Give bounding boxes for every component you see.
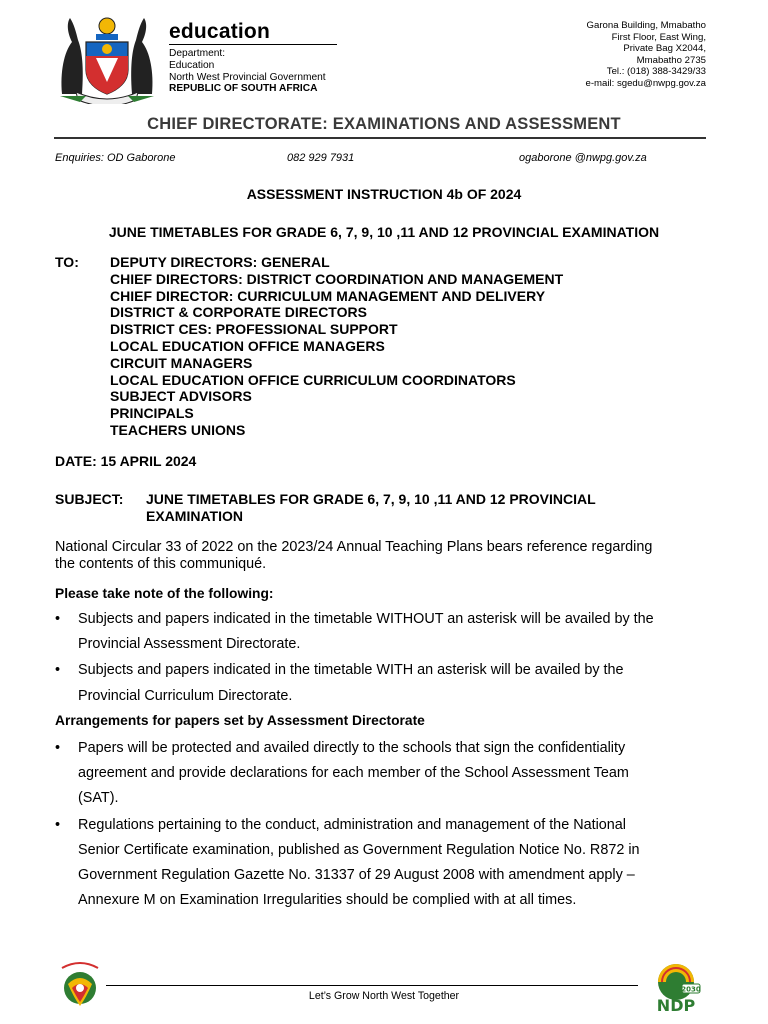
arrangement-bullet-list: [55, 736, 713, 914]
recipient-list: [110, 254, 563, 439]
list-item: [55, 658, 713, 708]
bullet-line: agreement and provide declarations for each member of the School Assessment Team: [78, 765, 629, 782]
address-line: Private Bag X2044,: [623, 43, 706, 55]
bullet-line: Government Regulation Gazette No. 31337 of 29 August 2008 with amendment apply –: [78, 867, 635, 884]
subject-line: EXAMINATION: [146, 508, 243, 524]
bullet-line: Papers will be protected and availed directly to the schools that sign the confidentiality: [78, 740, 626, 756]
bullet-line: Regulations pertaining to the conduct, administration and management of the National: [78, 816, 626, 833]
list-item: [55, 607, 713, 657]
brand-title: education: [169, 20, 270, 43]
department-line: Education: [169, 59, 215, 71]
enquiries-name: Enquiries: OD Gaborone: [55, 152, 176, 164]
note-bullet-list: [55, 607, 713, 710]
department-line: Department:: [169, 48, 226, 59]
intro-line: National Circular 33 of 2022 on the 2023/24 Annual Teaching Plans bears reference regarding: [55, 539, 653, 555]
note-heading: Please take note of the following:: [55, 586, 274, 601]
department-line: North West Provincial Government: [169, 71, 326, 83]
recipient-item: CHIEF DIRECTORS: DISTRICT COORDINATION AND MANAGEMENT: [110, 270, 564, 287]
intro-paragraph: [55, 539, 715, 573]
ndp-text: NDP: [656, 996, 696, 1014]
bullet-line: Senior Certificate examination, published as Government Regulation Notice No. R872 in: [78, 841, 640, 858]
recipient-item: TEACHERS UNIONS: [110, 421, 246, 438]
recipient-item: DISTRICT CES: PROFESSIONAL SUPPORT: [110, 321, 398, 338]
instruction-title: ASSESSMENT INSTRUCTION 4b OF 2024: [246, 186, 522, 202]
recipient-item: PRINCIPALS: [110, 405, 194, 422]
email-line: e-mail: sgedu@nwpg.gov.za: [585, 77, 706, 89]
address-line: Mmabatho 2735: [636, 54, 706, 66]
bullet-line: Provincial Assessment Directorate.: [78, 636, 301, 653]
directorate-title: CHIEF DIRECTORATE: EXAMINATIONS AND ASSESSMENT: [147, 115, 621, 133]
ndp-year: 2030: [681, 985, 701, 994]
coat-of-arms-icon: [56, 12, 158, 104]
recipient-item: CHIEF DIRECTOR: CURRICULUM MANAGEMENT AND DELIVERY: [110, 287, 546, 304]
ntwe-logo-icon: [56, 958, 104, 1012]
recipient-item: DISTRICT & CORPORATE DIRECTORS: [110, 304, 367, 321]
subject-text: [146, 491, 686, 525]
bullet-icon: •: [55, 611, 61, 627]
address-line: First Floor, East Wing,: [611, 31, 706, 43]
recipient-item: LOCAL EDUCATION OFFICE CURRICULUM COORDINATORS: [110, 371, 516, 388]
to-label: TO:: [55, 254, 79, 270]
footer-divider: [106, 985, 638, 986]
republic-line: REPUBLIC OF SOUTH AFRICA: [169, 83, 318, 95]
bullet-icon: •: [55, 816, 61, 833]
bullet-line: Subjects and papers indicated in the timetable WITHOUT an asterisk will be availed by the: [78, 611, 654, 627]
enquiries-email: ogaborone @nwpg.gov.za: [519, 152, 647, 164]
brand-divider: [169, 44, 337, 45]
recipient-item: LOCAL EDUCATION OFFICE MANAGERS: [110, 337, 385, 354]
bullet-icon: •: [55, 662, 61, 679]
arrangements-heading: Arrangements for papers set by Assessment Directorate: [55, 713, 425, 728]
bullet-line: Provincial Curriculum Directorate.: [78, 687, 293, 704]
footer-slogan: Let’s Grow North West Together: [308, 990, 460, 1002]
directorate-divider: [54, 137, 706, 139]
date-line: DATE: 15 APRIL 2024: [55, 453, 197, 469]
address-block: [586, 20, 706, 90]
bullet-line: Subjects and papers indicated in the timetable WITH an asterisk will be availed by the: [78, 662, 624, 679]
subject-line: JUNE TIMETABLES FOR GRADE 6, 7, 9, 10 ,11 AND 12 PROVINCIAL: [146, 491, 596, 507]
bullet-line: (SAT).: [78, 790, 119, 807]
phone-line: Tel.: (018) 388-3429/33: [606, 66, 706, 78]
recipient-item: CIRCUIT MANAGERS: [110, 354, 253, 371]
bullet-line: Annexure M on Examination Irregularities should be complied with at all times.: [78, 892, 577, 909]
department-block: [169, 48, 326, 95]
timetable-title: JUNE TIMETABLES FOR GRADE 6, 7, 9, 10 ,11 AND 12 PROVINCIAL EXAMINATION: [108, 224, 660, 240]
ndp-2030-logo-icon: [648, 962, 704, 1014]
recipient-item: SUBJECT ADVISORS: [110, 388, 252, 405]
list-item: [55, 736, 713, 812]
list-item: [55, 813, 713, 914]
intro-line: the contents of this communiqué.: [55, 556, 267, 572]
address-line: Garona Building, Mmabatho: [586, 20, 706, 31]
bullet-icon: •: [55, 740, 61, 756]
recipient-item: DEPUTY DIRECTORS: GENERAL: [110, 254, 330, 270]
enquiries-phone: 082 929 7931: [287, 152, 355, 164]
subject-label: SUBJECT:: [55, 491, 124, 507]
